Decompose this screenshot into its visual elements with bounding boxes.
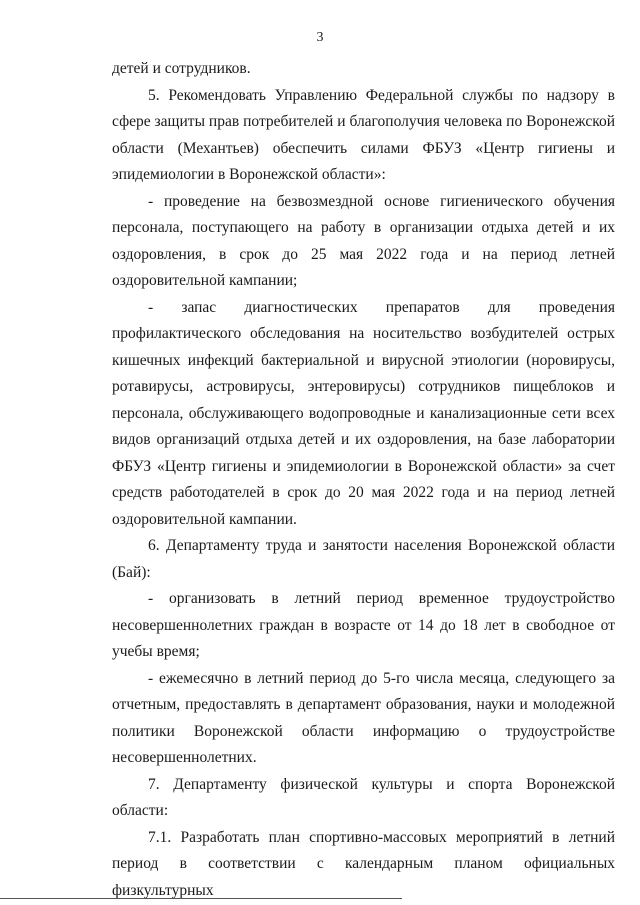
paragraph: 7.1. Разработать план спортивно-массовых мероприятий в летний период в соответствии с календарным планом официальных физкультурных [112,828,615,899]
paragraph: 6. Департаменту труда и занятости населения Воронежской области (Бай): [112,537,615,581]
page-number: 3 [316,30,324,45]
list-item: - проведение на безвозмездной основе гигиенического обучения персонала, поступающего на работу в организации отдыха детей и их оздоровления, в срок до 25 мая 2022 года и на период летней оздоровительной кампании; [112,192,615,289]
footer-divider [0,898,402,899]
list-item: - ежемесячно в летний период до 5-го числа месяца, следующего за отчетным, предоставлять в департамент образования, науки и молодежной политики Воронежской области информацию о трудоустройстве несовершеннолетних. [112,669,615,766]
document-body [112,56,615,904]
paragraph: 7. Департаменту физической культуры и спорта Воронежской области: [112,775,615,819]
list-item: - организовать в летний период временное трудоустройство несовершеннолетних граждан в возрасте от 14 до 18 лет в свободное от учебы время; [112,590,615,660]
paragraph: детей и сотрудников. [112,60,251,77]
list-item: - запас диагностических препаратов для проведения профилактического обследования на носительство возбудителей острых кишечных инфекций бактериальной и вирусной этиологии (норовирусы, ротавирусы, астровирусы, энтеровирусы) сотрудников пищеблоков и персонала, обслуживающего водопроводные и канализационные сети всех видов организаций отдыха детей и их оздоровления, на базе лаборатории ФБУЗ «Центр гигиены и эпидемиологии в Воронежской области» за счет средств работодателей в срок до 20 мая 2022 года и на период летней оздоровительной кампании. [112,298,615,528]
paragraph: 5. Рекомендовать Управлению Федеральной службы по надзору в сфере защиты прав потребителей и благополучия человека по Воронежской области (Механтьев) обеспечить силами ФБУЗ «Центр гигиены и эпидемиологии в Воронежской области»: [112,86,615,183]
